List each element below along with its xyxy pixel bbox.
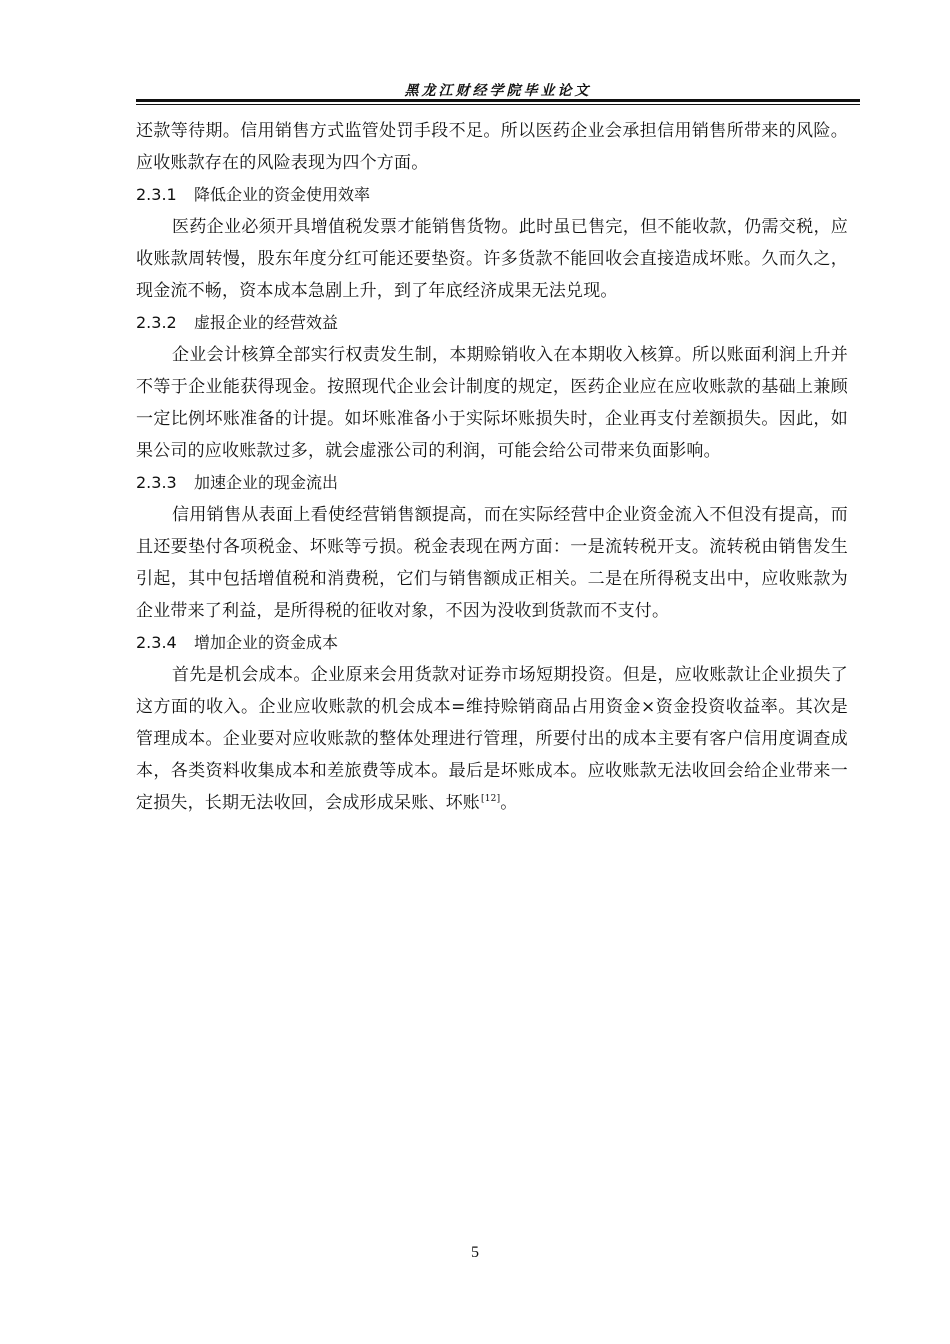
header-rule-thick [136, 99, 860, 102]
page-number: 5 [471, 1244, 479, 1261]
section-number: 2.3.4 [136, 633, 177, 652]
section-paragraph: 企业会计核算全部实行权责发生制，本期赊销收入在本期收入核算。所以账面利润上升并不等于企业能获得现金。按照现代企业会计制度的规定，医药企业应在应收账款的基础上兼顾一定比例坏账准备的计提。如坏账准备小于实际坏账损失时，企业再支付差额损失。因此，如果公司的应收账款过多，就会虚涨公司的利润，可能会给公司带来负面影响。 [136, 345, 848, 461]
header-title: 黑龙江财经学院毕业论文 [404, 83, 592, 99]
section-2-3-2 [136, 307, 848, 467]
header-rule-thin [136, 104, 860, 105]
section-2-3-4 [136, 627, 848, 819]
section-heading [136, 467, 848, 499]
section-heading [136, 179, 848, 211]
section-2-3-1 [136, 179, 848, 307]
section-title: 降低企业的资金使用效率 [194, 185, 371, 204]
section-title: 增加企业的资金成本 [194, 633, 339, 652]
intro-paragraph: 还款等待期。信用销售方式监管处罚手段不足。所以医药企业会承担信用销售所带来的风险。应收账款存在的风险表现为四个方面。 [136, 121, 848, 173]
section-2-3-3 [136, 467, 848, 627]
section-paragraph: 医药企业必须开具增值税发票才能销售货物。此时虽已售完，但不能收款，仍需交税，应收账款周转慢，股东年度分红可能还要垫资。许多货款不能回收会直接造成坏账。久而久之，现金流不畅，资本成本急剧上升，到了年底经济成果无法兑现。 [136, 217, 848, 301]
section-number: 2.3.1 [136, 185, 177, 204]
page-header [136, 78, 860, 106]
citation-reference[interactable]: [12] [481, 794, 501, 804]
section-title: 加速企业的现金流出 [194, 473, 339, 492]
section-number: 2.3.3 [136, 473, 177, 492]
section-number: 2.3.2 [136, 313, 177, 332]
section-paragraph [136, 659, 848, 819]
section-heading [136, 627, 848, 659]
section-heading [136, 307, 848, 339]
paragraph-end: 。 [500, 793, 518, 813]
paragraph-text: 首先是机会成本。企业原来会用货款对证券市场短期投资。但是，应收账款让企业损失了这方面的收入。企业应收账款的机会成本=维持赊销商品占用资金×资金投资收益率。其次是管理成本。企业要对应收账款的整体处理进行管理，所要付出的成本主要有客户信用度调查成本，各类资料收集成本和差旅费等成本。最后是坏账成本。应收账款无法收回会给企业带来一定损失，长期无法收回，会成形成呆账、坏账 [136, 665, 848, 813]
section-paragraph: 信用销售从表面上看使经营销售额提高，而在实际经营中企业资金流入不但没有提高，而且还要垫付各项税金、坏账等亏损。税金表现在两方面：一是流转税开支。流转税由销售发生引起，其中包括增值税和消费税，它们与销售额成正相关。二是在所得税支出中，应收账款为企业带来了利益，是所得税的征收对象，不因为没收到货款而不支付。 [136, 505, 848, 621]
section-title: 虚报企业的经营效益 [194, 313, 339, 332]
body-text [136, 115, 848, 819]
